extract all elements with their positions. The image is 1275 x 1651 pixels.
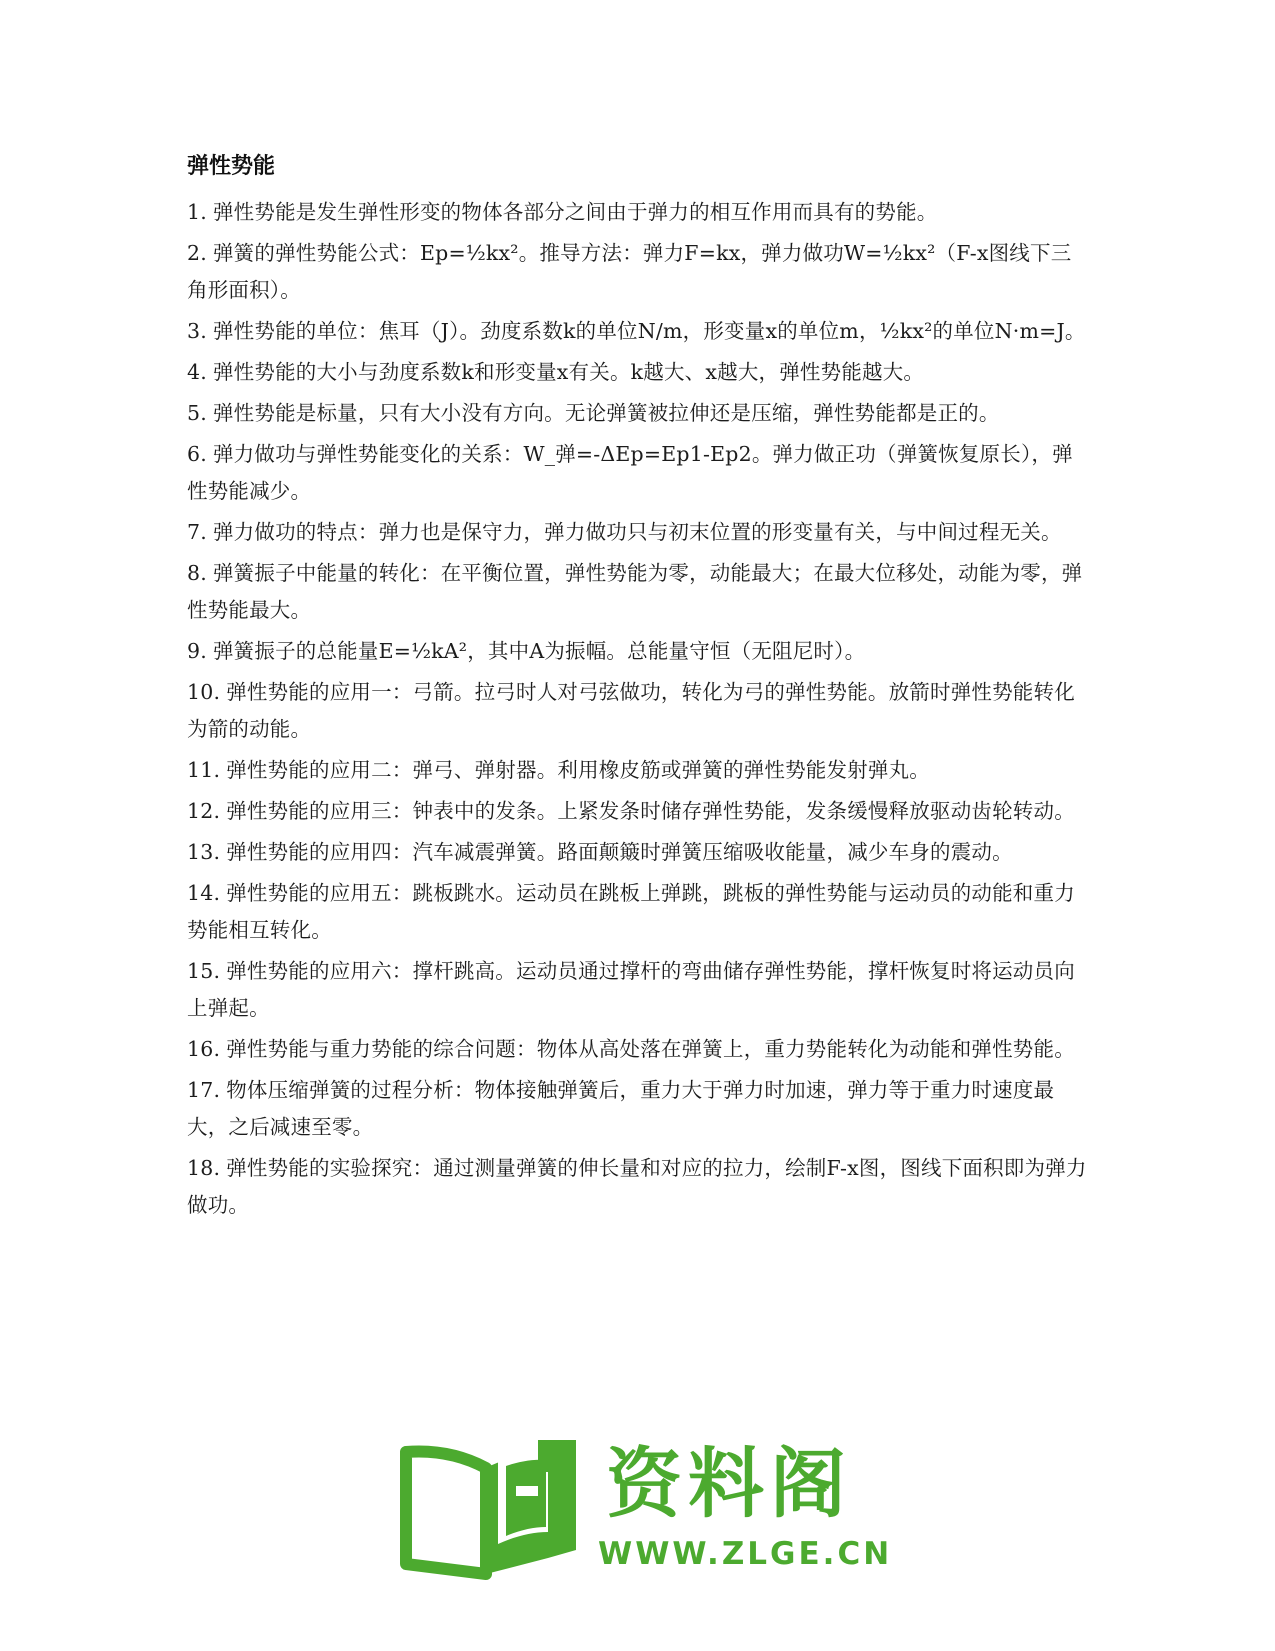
list-item [187, 313, 1087, 350]
item-number: 13. [187, 840, 221, 864]
document-title: 弹性势能 [187, 154, 276, 179]
item-text: 弹性势能是发生弹性形变的物体各部分之间由于弹力的相互作用而具有的势能。 [212, 200, 938, 224]
item-text: 弹力做功的特点：弹力也是保守力，弹力做功只与初末位置的形变量有关，与中间过程无关。 [212, 520, 1062, 544]
watermark [398, 1432, 893, 1592]
item-text: 物体压缩弹簧的过程分析：物体接触弹簧后，重力大于弹力时加速，弹力等于重力时速度最大，之后减速至零。 [187, 1078, 1055, 1139]
item-text: 弹性势能的单位：焦耳（J）。劲度系数k的单位N/m，形变量x的单位m，½kx²的单位N·m=J。 [212, 319, 1086, 343]
list-item [187, 555, 1087, 629]
item-text: 弹性势能的应用五：跳板跳水。运动员在跳板上弹跳，跳板的弹性势能与运动员的动能和重力势能相互转化。 [187, 881, 1075, 942]
item-number: 17. [187, 1078, 221, 1102]
item-text: 弹性势能的应用四：汽车减震弹簧。路面颠簸时弹簧压缩吸收能量，减少车身的震动。 [226, 840, 1013, 864]
list-item [187, 752, 1087, 789]
item-number: 18. [187, 1156, 221, 1180]
list-item [187, 395, 1087, 432]
list-item [187, 1072, 1087, 1146]
item-number: 1. [187, 200, 207, 224]
item-number: 12. [187, 799, 221, 823]
list-item [187, 235, 1087, 309]
list-item [187, 514, 1087, 551]
list-item [187, 194, 1087, 231]
item-text: 弹性势能的实验探究：通过测量弹簧的伸长量和对应的拉力，绘制F-x图，图线下面积即为弹力做功。 [187, 1156, 1087, 1217]
item-text: 弹簧振子中能量的转化：在平衡位置，弹性势能为零，动能最大；在最大位移处，动能为零，弹性势能最大。 [187, 561, 1083, 622]
list-item [187, 633, 1087, 670]
item-number: 15. [187, 959, 221, 983]
item-number: 5. [187, 401, 207, 425]
item-number: 7. [187, 520, 207, 544]
item-number: 4. [187, 360, 207, 384]
list-item [187, 1031, 1087, 1068]
item-number: 3. [187, 319, 207, 343]
list-item [187, 436, 1087, 510]
list-item [187, 354, 1087, 391]
item-text: 弹力做功与弹性势能变化的关系：W_弹=-ΔEp=Ep1-Ep2。弹力做正功（弹簧恢复原长），弹性势能减少。 [187, 442, 1073, 503]
item-number: 9. [187, 639, 207, 663]
item-number: 14. [187, 881, 221, 905]
item-text: 弹性势能的应用一：弓箭。拉弓时人对弓弦做功，转化为弓的弹性势能。放箭时弹性势能转化为箭的动能。 [187, 680, 1075, 741]
item-text: 弹性势能的大小与劲度系数k和形变量x有关。k越大、x越大，弹性势能越大。 [212, 360, 925, 384]
item-text: 弹性势能的应用二：弹弓、弹射器。利用橡皮筋或弹簧的弹性势能发射弹丸。 [226, 758, 931, 782]
item-number: 10. [187, 680, 221, 704]
list-item [187, 834, 1087, 871]
item-number: 8. [187, 561, 207, 585]
item-text: 弹簧的弹性势能公式：Ep=½kx²。推导方法：弹力F=kx，弹力做功W=½kx²（F-x图线下三角形面积）。 [187, 241, 1072, 302]
watermark-name: 资料阁 [606, 1439, 852, 1528]
item-text: 弹性势能与重力势能的综合问题：物体从高处落在弹簧上，重力势能转化为动能和弹性势能。 [226, 1037, 1075, 1061]
item-number: 16. [187, 1037, 221, 1061]
list-item [187, 953, 1087, 1027]
item-number: 6. [187, 442, 207, 466]
item-number: 11. [187, 758, 221, 782]
document-content [187, 152, 1087, 1228]
item-text: 弹性势能的应用六：撑杆跳高。运动员通过撑杆的弯曲储存弹性势能，撑杆恢复时将运动员向上弹起。 [187, 959, 1075, 1020]
item-text: 弹簧振子的总能量E=½kA²，其中A为振幅。总能量守恒（无阻尼时）。 [212, 639, 866, 663]
list-item [187, 1150, 1087, 1224]
item-text: 弹性势能是标量，只有大小没有方向。无论弹簧被拉伸还是压缩，弹性势能都是正的。 [212, 401, 1000, 425]
list-item [187, 674, 1087, 748]
point-list [187, 194, 1087, 1224]
item-number: 2. [187, 241, 207, 265]
item-text: 弹性势能的应用三：钟表中的发条。上紧发条时储存弹性势能，发条缓慢释放驱动齿轮转动。 [226, 799, 1075, 823]
list-item [187, 875, 1087, 949]
watermark-url: WWW.ZLGE.CN [598, 1536, 893, 1572]
book-logo-icon [398, 1432, 583, 1582]
list-item [187, 793, 1087, 830]
